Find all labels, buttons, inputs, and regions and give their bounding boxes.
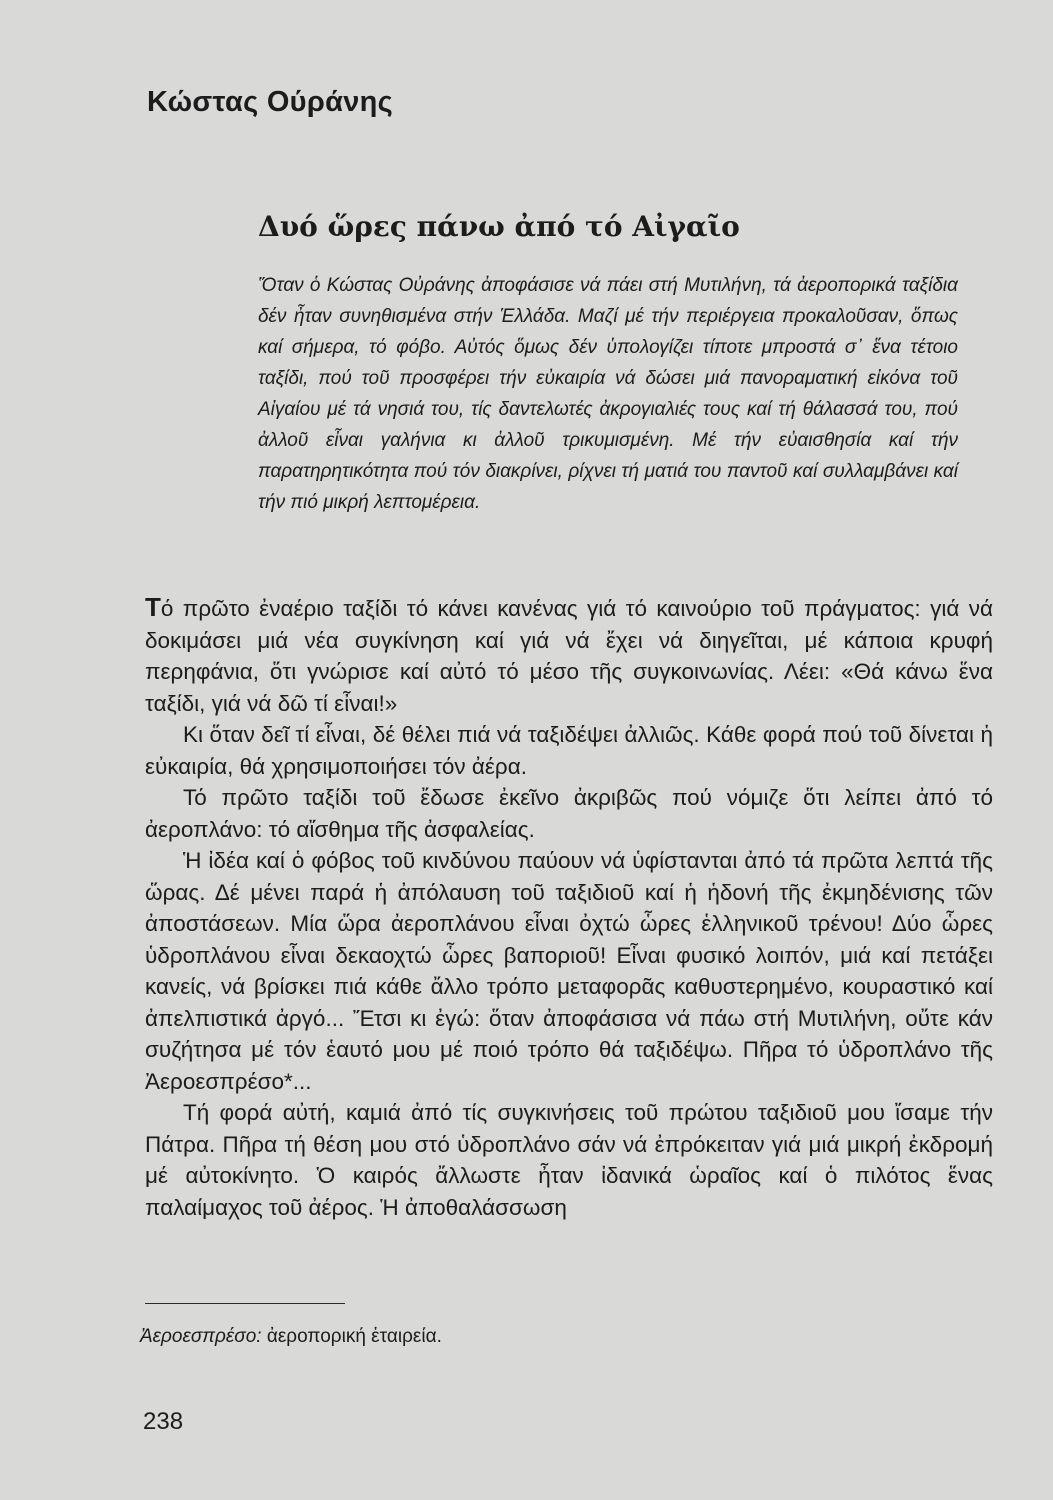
intro-paragraph: Ὅταν ὁ Κώστας Οὐράνης ἀποφάσισε νά πάει στή Μυτιλήνη, τά ἀεροπορικά ταξίδια δέν ἦταν συνηθισμένα στήν Ἑλλάδα. Μαζί μέ τήν περιέργεια προκαλοῦσαν, ὅπως καί σήμερα, τό φόβο. Αὐτός ὅμως δέν ὑπολογίζει τίποτε μπροστά σ᾽ ἕνα τέτοιο ταξίδι, πού τοῦ προσφέρει τήν εὐκαιρία νά δώσει μιά πανοραματική εἰκόνα τοῦ Αἰγαίου μέ τά νησιά του, τίς δαντελωτές ἀκρογιαλιές τους καί τή θάλασσά του, πού ἀλλοῦ εἶναι γαλήνια κι ἀλλοῦ τρικυμισμένη. Μέ τήν εὐαισθησία καί τήν παρατηρητικότητα πού τόν διακρίνει, ρίχνει τή ματιά του παντοῦ καί συλλαμβάνει καί τήν πιό μικρή λεπτομέρεια. [258,275,958,513]
footnote-divider [145,1303,345,1304]
article-body [145,592,993,1223]
body-paragraph: Ἡ ἰδέα καί ὁ φόβος τοῦ κινδύνου παύουν νά ὑφίστανται ἀπό τά πρῶτα λεπτά τῆς ὥρας. Δέ μένει παρά ἡ ἀπόλαυση τοῦ ταξιδιοῦ καί ἡ ἡδονή τῆς ἐκμηδένισης τῶν ἀποστάσεων. Μία ὥρα ἀεροπλάνου εἶναι ὀχτώ ὧρες ἑλληνικοῦ τρένου! Δύο ὧρες ὑδροπλάνου εἶναι δεκαοχτώ ὧρες βαποριοῦ! Εἶναι φυσικό λοιπόν, μιά καί πετάξει κανείς, νά βρίσκει πιά κάθε ἄλλο τρόπο μεταφορᾶς καθυστερημένο, κουραστικό καί ἀπελπιστικά ἀργό... Ἔτσι κι ἐγώ: ὅταν ἀποφάσισα νά πάω στή Μυτιλήνη, οὔτε κάν συζήτησα μέ τόν ἑαυτό μου μέ ποιό τρόπο θά ταξιδέψω. Πῆρα τό ὑδροπλάνο τῆς Ἀεροεσπρέσο*... [145,848,993,1094]
body-paragraph: Τή φορά αὐτή, καμιά ἀπό τίς συγκινήσεις τοῦ πρώτου ταξιδιοῦ μου ἴσαμε τήν Πάτρα. Πῆρα τή θέση μου στό ὑδροπλάνο σάν νά ἐπρόκειταν γιά μιά μικρή ἐκδρομή μέ αὐτοκίνητο. Ὁ καιρός ἄλλωστε ἦταν ἰδανικά ὡραῖος καί ὁ πιλότος ἕνας παλαίμαχος τοῦ ἀέρος. Ἡ ἀποθαλάσσωση [145,1100,993,1220]
paragraph-text: ό πρῶτο ἐναέριο ταξίδι τό κάνει κανένας γιά τό καινούριο τοῦ πράγματος: γιά νά δοκιμάσει μιά νέα συγκίνηση καί γιά νά ἔχει νά διηγεῖται, μέ κάποια κρυφή περηφάνια, ὅτι γνώρισε καί αὐτό τό μέσο τῆς συγκοινωνίας. Λέει: «Θά κάνω ἕνα ταξίδι, γιά νά δῶ τί εἶναι!» [145,596,993,716]
footnote-term: Ἀεροεσπρέσο: [140,1326,262,1347]
article-title: Δυό ὥρες πάνω ἀπό τό Αἰγαῖο [258,210,740,243]
page-number: 238 [143,1408,184,1435]
body-paragraph [145,592,993,719]
body-paragraph: Τό πρῶτο ταξίδι τοῦ ἔδωσε ἐκεῖνο ἀκριβῶς πού νόμιζε ὅτι λείπει ἀπό τό ἀεροπλάνο: τό αἴσθημα τῆς ἀσφαλείας. [145,785,993,842]
drop-cap: Τ [145,592,161,622]
footnote [140,1326,940,1348]
footnote-definition: ἀεροπορική ἑταιρεία. [266,1326,442,1347]
author-heading: Κώστας Ούράνης [147,86,394,118]
body-paragraph: Κι ὅταν δεῖ τί εἶναι, δέ θέλει πιά νά ταξιδέψει ἀλλιῶς. Κάθε φορά πού τοῦ δίνεται ἡ εὐκαιρία, θά χρησιμοποιήσει τόν ἀέρα. [145,722,993,779]
